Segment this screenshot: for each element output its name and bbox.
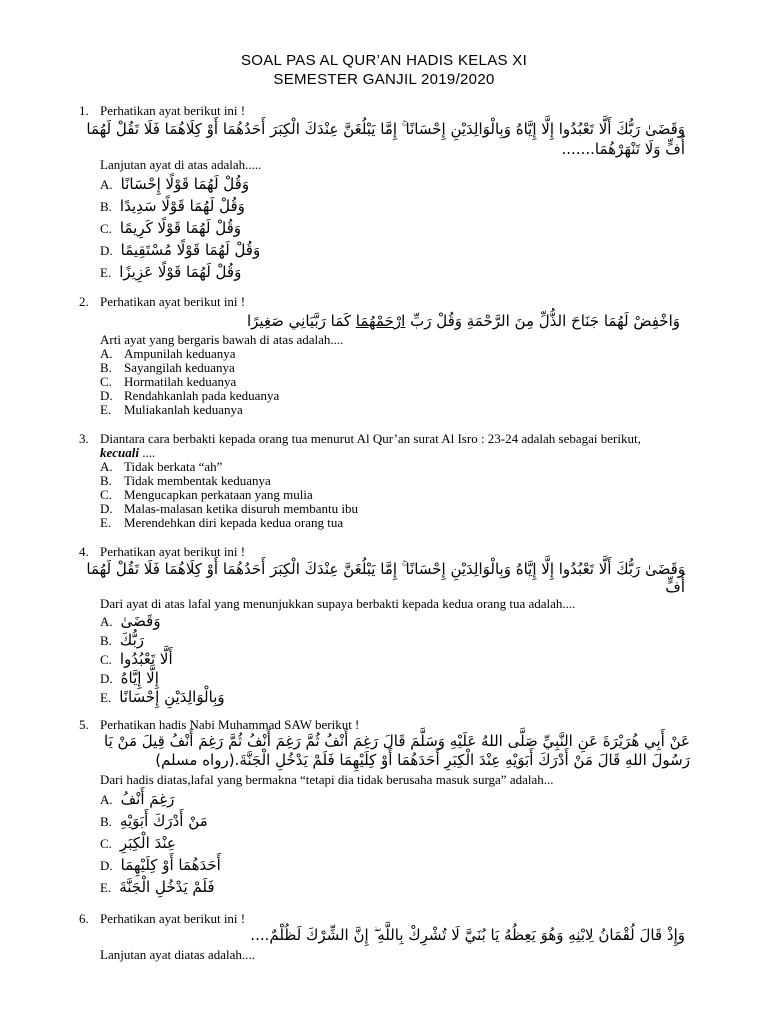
arabic-verse-end: كَمَا رَبَّيَانِي صَغِيرًا [246, 312, 356, 330]
option-arabic: أَحَدَهُمَا أَوْ كِلَيْهِمَا [120, 856, 221, 874]
question-number: 2. [79, 294, 89, 309]
arabic-hadith-line: عَنْ أَبِي هُرَيْرَةَ عَنِ النَّبِيِّ صَلَّى اللهُ عَلَيْهِ وَسَلَّمَ قَالَ رَغِمَ أَنْفُ ثُمَّ رَغِمَ أَنْفُ ثُمَّ رَغِمَ أَنْفُ قِيلَ مَنْ يَا [104, 732, 690, 750]
option-text: Tidak membentak keduanya [124, 473, 271, 488]
option-arabic: وَقُلْ لَهُمَا قَوْلًا كَرِيمًا [119, 219, 242, 237]
arabic-verse-line: وَإِذْ قَالَ لُقْمَانُ لِابْنِهِ وَهُوَ يَعِظُهُ يَا بُنَيَّ لَا تُشْرِكْ بِاللَّهِ ۖ إِنَّ الشِّرْكَ لَظُلْمٌ.... [250, 926, 685, 944]
option-text: Merendehkan diri kepada kedua orang tua [124, 515, 344, 530]
option-letter: E. [100, 690, 112, 705]
arabic-verse-line: وَقَضَىٰ رَبُّكَ أَلَّا تَعْبُدُوا إِلَّا إِيَّاهُ وَبِالْوَالِدَيْنِ إِحْسَانًا ۚ إِمَّا يَبْلُغَنَّ عِنْدَكَ الْكِبَرَ أَحَدُهُمَا أَوْ كِلَاهُمَا فَلَا تَقُلْ لَهُمَا [86, 120, 685, 138]
option-letter: C. [100, 374, 112, 389]
option-letter: B. [100, 199, 112, 214]
option-letter: E. [100, 515, 112, 530]
option-letter: D. [100, 671, 113, 686]
exam-title: SOAL PAS AL QUR’AN HADIS KELAS XI [240, 52, 528, 69]
ellipsis: .... [139, 445, 156, 460]
option-letter: A. [100, 459, 113, 474]
arabic-verse [240, 312, 680, 330]
question-prompt: Perhatikan hadis Nabi Muhammad SAW berikut ! [100, 717, 360, 732]
exam-subtitle: SEMESTER GANJIL 2019/2020 [273, 71, 495, 88]
emphasis-word: kecuali [100, 445, 139, 460]
option-letter: A. [100, 614, 113, 629]
option-text: Malas-malasan ketika disuruh membantu ibu [124, 501, 358, 516]
question-text: Dari hadis diatas,lafal yang bermakna “tetapi dia tidak berusaha masuk surga” adalah... [100, 772, 554, 787]
option-text: Tidak berkata “ah” [124, 459, 223, 474]
question-text: Lanjutan ayat diatas adalah.... [100, 947, 255, 962]
question-number: 1. [79, 103, 89, 118]
question-text: Diantara cara berbakti kepada orang tua menurut Al Qur’an surat Al Isro : 23-24 adalah sebagai berikut, [100, 431, 641, 446]
arabic-verse-line: أُفٍّ [665, 578, 685, 596]
answer-option-b[interactable] [100, 631, 144, 649]
answer-option-a[interactable] [100, 790, 174, 808]
option-letter: D. [100, 501, 113, 516]
option-text: Sayangilah keduanya [124, 360, 235, 375]
question-text: Arti ayat yang bergaris bawah di atas adalah.... [100, 332, 344, 347]
option-text: Muliakanlah keduanya [124, 402, 243, 417]
underlined-phrase: ارْحَمْهُمَا [355, 312, 406, 330]
question-text: Dari ayat di atas lafal yang menunjukkan supaya berbakti kepada kedua orang tua adalah.... [100, 596, 576, 611]
answer-option-d[interactable] [100, 241, 260, 259]
option-letter: A. [100, 177, 113, 192]
question-number: 5. [79, 717, 89, 732]
option-letter: E. [100, 265, 112, 280]
answer-option-e[interactable] [100, 688, 225, 706]
answer-option-b[interactable] [100, 812, 208, 830]
option-letter: A. [100, 346, 113, 361]
option-text: Rendahkanlah pada keduanya [124, 388, 280, 403]
question-prompt: Perhatikan ayat berikut ini ! [100, 911, 246, 926]
option-arabic: مَنْ أَدْرَكَ أَبَوَيْهِ [119, 812, 208, 830]
answer-option-e[interactable] [100, 263, 241, 281]
answer-option-e[interactable] [100, 878, 215, 896]
option-arabic: فَلَمْ يَدْخُلِ الْجَنَّةَ [119, 878, 215, 896]
answer-option-c[interactable] [100, 834, 176, 852]
answer-option-e[interactable] [100, 402, 243, 418]
answer-option-c[interactable] [100, 650, 173, 668]
option-arabic: وَقُلْ لَهُمَا قَوْلًا إِحْسَانًا [120, 175, 250, 193]
answer-option-b[interactable] [100, 197, 245, 215]
option-arabic: رَبُّكَ [119, 631, 144, 649]
option-letter: B. [100, 814, 112, 829]
option-arabic: وَبِالْوَالِدَيْنِ إِحْسَانًا [119, 688, 225, 706]
option-letter: D. [100, 858, 113, 873]
option-letter: A. [100, 792, 113, 807]
answer-option-a[interactable] [100, 612, 161, 630]
option-letter: E. [100, 880, 112, 895]
option-letter: C. [100, 221, 112, 236]
answer-option-d[interactable] [100, 856, 221, 874]
option-letter: B. [100, 473, 112, 488]
option-text: Mengucapkan perkataan yang mulia [124, 487, 313, 502]
answer-option-c[interactable] [100, 219, 241, 237]
option-letter: B. [100, 360, 112, 375]
question-text: Lanjutan ayat di atas adalah..... [100, 157, 262, 172]
option-letter: C. [100, 487, 112, 502]
arabic-verse-start: وَاخْفِضْ لَهُمَا جَنَاحَ الذُّلِّ مِنَ الرَّحْمَةِ وَقُلْ رَبِّ [405, 312, 680, 330]
arabic-hadith-line: رَسُولَ اللهِ قَالَ مَنْ أَدْرَكَ أَبَوَيْهِ عِنْدَ الْكِبَرِ أَحَدَهُمَا أَوْ كِلَيْهِمَا فَلَمْ يَدْخُلِ الْجَنَّةَ.(رواه مسلم) [155, 751, 690, 769]
option-letter: C. [100, 652, 112, 667]
question-number: 6. [79, 911, 89, 926]
question-prompt: Perhatikan ayat berikut ini ! [100, 294, 246, 309]
question-number: 3. [79, 431, 89, 446]
option-letter: D. [100, 388, 113, 403]
answer-option-d[interactable] [100, 669, 159, 687]
option-arabic: إِلَّا إِيَّاهُ [120, 669, 159, 687]
option-letter: B. [100, 633, 112, 648]
option-text: Ampunilah keduanya [124, 346, 236, 361]
option-letter: C. [100, 836, 112, 851]
option-arabic: وَقُلْ لَهُمَا قَوْلًا عَزِيزًا [119, 263, 242, 281]
option-letter: E. [100, 402, 112, 417]
answer-option-e[interactable] [100, 515, 344, 531]
arabic-verse-line: وَقَضَىٰ رَبُّكَ أَلَّا تَعْبُدُوا إِلَّا إِيَّاهُ وَبِالْوَالِدَيْنِ إِحْسَانًا ۚ إِمَّا يَبْلُغَنَّ عِنْدَكَ الْكِبَرَ أَحَدُهُمَا أَوْ كِلَاهُمَا فَلَا تَقُلْ لَهُمَا [86, 560, 685, 578]
option-arabic: وَقُلْ لَهُمَا قَوْلًا مُسْتَقِيمًا [120, 241, 261, 259]
question-number: 4. [79, 544, 89, 559]
option-arabic: وَقُلْ لَهُمَا قَوْلًا سَدِيدًا [119, 197, 245, 215]
arabic-verse-line: أُفٍّ وَلَا تَنْهَرْهُمَا....... [561, 140, 685, 158]
option-letter: D. [100, 243, 113, 258]
option-arabic: أَلَّا تَعْبُدُوا [119, 650, 173, 668]
question-prompt: Perhatikan ayat berikut ini ! [100, 544, 246, 559]
option-arabic: عِنْدَ الْكِبَرِ [119, 834, 176, 852]
option-text: Hormatilah keduanya [124, 374, 237, 389]
answer-option-a[interactable] [100, 175, 249, 193]
question-prompt: Perhatikan ayat berikut ini ! [100, 103, 246, 118]
option-arabic: وَقَضَىٰ [120, 612, 161, 630]
option-arabic: رَغِمَ أَنْفُ [120, 790, 175, 808]
